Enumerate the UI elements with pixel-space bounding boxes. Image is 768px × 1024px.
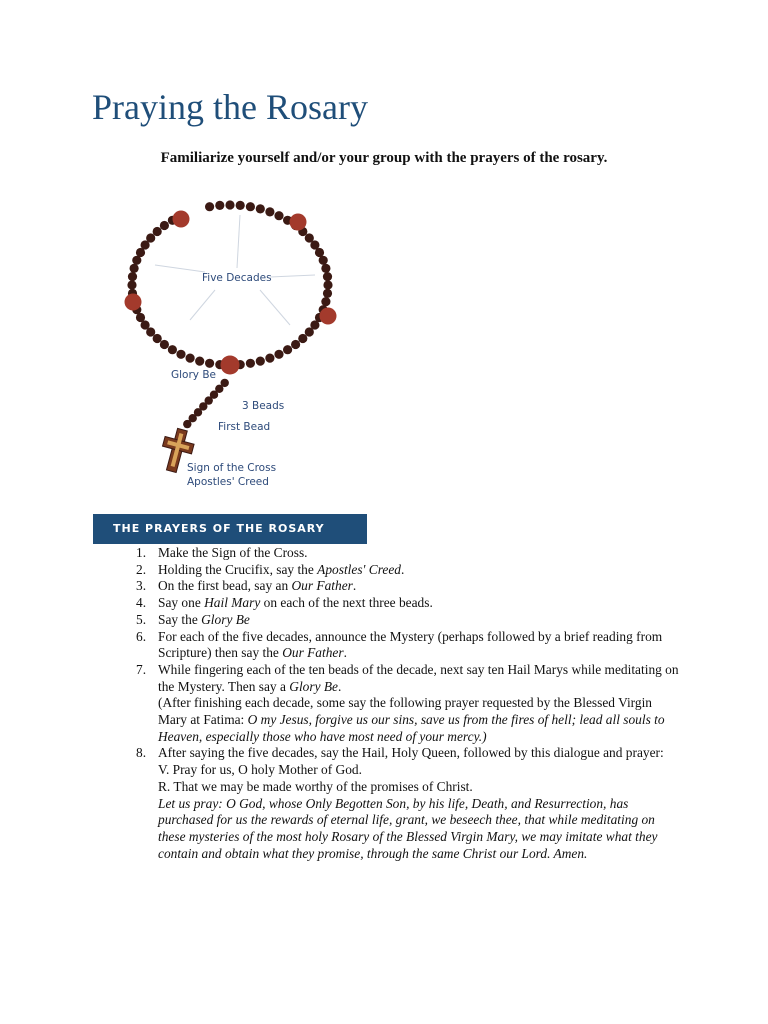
rosary-bead [146,233,155,242]
rosary-bead [205,359,214,368]
subtitle: Familiarize yourself and/or your group with the prayers of the rosary. [160,150,608,166]
step-item [120,595,680,612]
rosary-bead [323,289,332,298]
rosary-bead [128,272,137,281]
pendant-bead [183,420,191,428]
rosary-bead [205,202,214,211]
rosary-bead [132,256,141,265]
label-3-beads: 3 Beads [242,400,285,412]
rosary-bead [246,202,255,211]
rosary-bead [265,207,274,216]
step-text: For each of the five decades, announce the Mystery (perhaps followed by a brief reading from Scripture) then say the [158,628,663,661]
step-text-end: . [343,645,347,661]
step-item [120,545,680,562]
rosary-bead [256,204,265,213]
step-text: Holding the Crucifix, say the [158,561,318,577]
rosary-bead [305,327,314,336]
step-prayer-name: Our Father [291,578,353,594]
prayer-steps [120,545,680,862]
pointer-lines [155,215,315,325]
centerpiece-bead [221,356,240,375]
step-text: After saying the five decades, say the Hail, Holy Queen, followed by this dialogue and prayer: [158,745,664,761]
rosary-bead [291,340,300,349]
step-item [120,612,680,629]
rosary-bead [298,334,307,343]
label-apostles-creed: Apostles' Creed [187,476,269,488]
step-item [120,578,680,595]
step-text-end: . [338,678,342,694]
step-number: 8. [136,745,147,761]
step-text-end: on each of the next three beads. [260,595,433,611]
rosary-bead [127,280,136,289]
rosary-bead [256,357,265,366]
rosary-bead [130,264,139,273]
rosary-beads [125,200,337,428]
step-text-end: . [352,578,357,594]
rosary-bead [319,256,328,265]
rosary-bead [321,264,330,273]
step-item [120,745,680,862]
closing-prayer: Let us pray: O God, whose Only Begotten Son, by his life, Death, and Resurrection, has purchased for us the rewards of eternal life, grant, we beseech thee, that while meditating on these mysteries of the most holy Rosary of the Blessed Virgin Mary, we may imitate what they contain and obtain what they promise, through the same Christ our Lord. Amen. [158,795,658,861]
step-number: 2. [136,561,147,577]
rosary-bead [323,280,332,289]
rosary-bead [160,221,169,230]
rosary-bead [225,200,234,209]
rosary-bead [283,345,292,354]
step-text: Make the Sign of the Cross. [158,545,308,560]
step-text: Say one [158,595,205,611]
label-glory-be: Glory Be [171,369,217,381]
step-text-end: . [401,561,405,577]
rosary-bead [176,350,185,359]
rosary-bead [136,313,145,322]
rosary-bead [315,248,324,257]
step-number: 4. [136,595,147,611]
step-text: On the first bead, say an [158,578,292,594]
label-five-decades: Five Decades [202,272,272,284]
rosary-bead [215,201,224,210]
our-father-bead [173,211,190,228]
step-item [120,662,680,746]
rosary-bead [186,354,195,363]
rosary-bead [274,350,283,359]
page-title: Praying the Rosary [92,87,368,127]
our-father-bead [125,294,142,311]
step-prayer-name: Glory Be [201,611,250,627]
versicle: V. Pray for us, O holy Mother of God. [158,762,362,778]
fatima-prayer: O my Jesus, forgive us our sins, save us from the fires of hell; lead all souls to Heaven, especially those who have most need of your mercy.) [158,712,665,744]
rosary-bead [160,340,169,349]
step-item [120,562,680,579]
step-note: (After finishing each decade, some say the following prayer requested by the Blessed Virgin Mary at Fatima: [158,695,653,728]
rosary-bead [153,227,162,236]
rosary-bead [195,357,204,366]
rosary-bead [236,201,245,210]
rosary-bead [265,354,274,363]
rosary-bead [274,211,283,220]
step-number: 1. [136,545,147,560]
step-number: 7. [136,661,147,677]
step-text: While fingering each of the ten beads of the decade, next say ten Hail Marys while meditating on the Mystery. Then say a [158,661,679,694]
section-banner: THE PRAYERS OF THE ROSARY [93,514,367,544]
rosary-bead [168,345,177,354]
rosary-bead [321,297,330,306]
our-father-bead [320,308,337,325]
rosary-bead [153,334,162,343]
response: R. That we may be made worthy of the promises of Christ. [158,778,473,794]
step-text: Say the [158,611,202,627]
our-father-bead [290,214,307,231]
step-number: 3. [136,578,147,594]
rosary-diagram [110,190,370,500]
step-item [120,629,680,662]
label-sign-of-cross: Sign of the Cross [187,462,277,474]
step-number: 5. [136,611,147,627]
rosary-bead [323,272,332,281]
step-prayer-name: Apostles' Creed [317,561,401,577]
step-prayer-name: Our Father [282,645,344,661]
step-prayer-name: Glory Be [289,678,338,694]
step-prayer-name: Hail Mary [204,595,261,611]
step-number: 6. [136,628,147,644]
rosary-bead [246,359,255,368]
label-first-bead: First Bead [218,421,271,433]
